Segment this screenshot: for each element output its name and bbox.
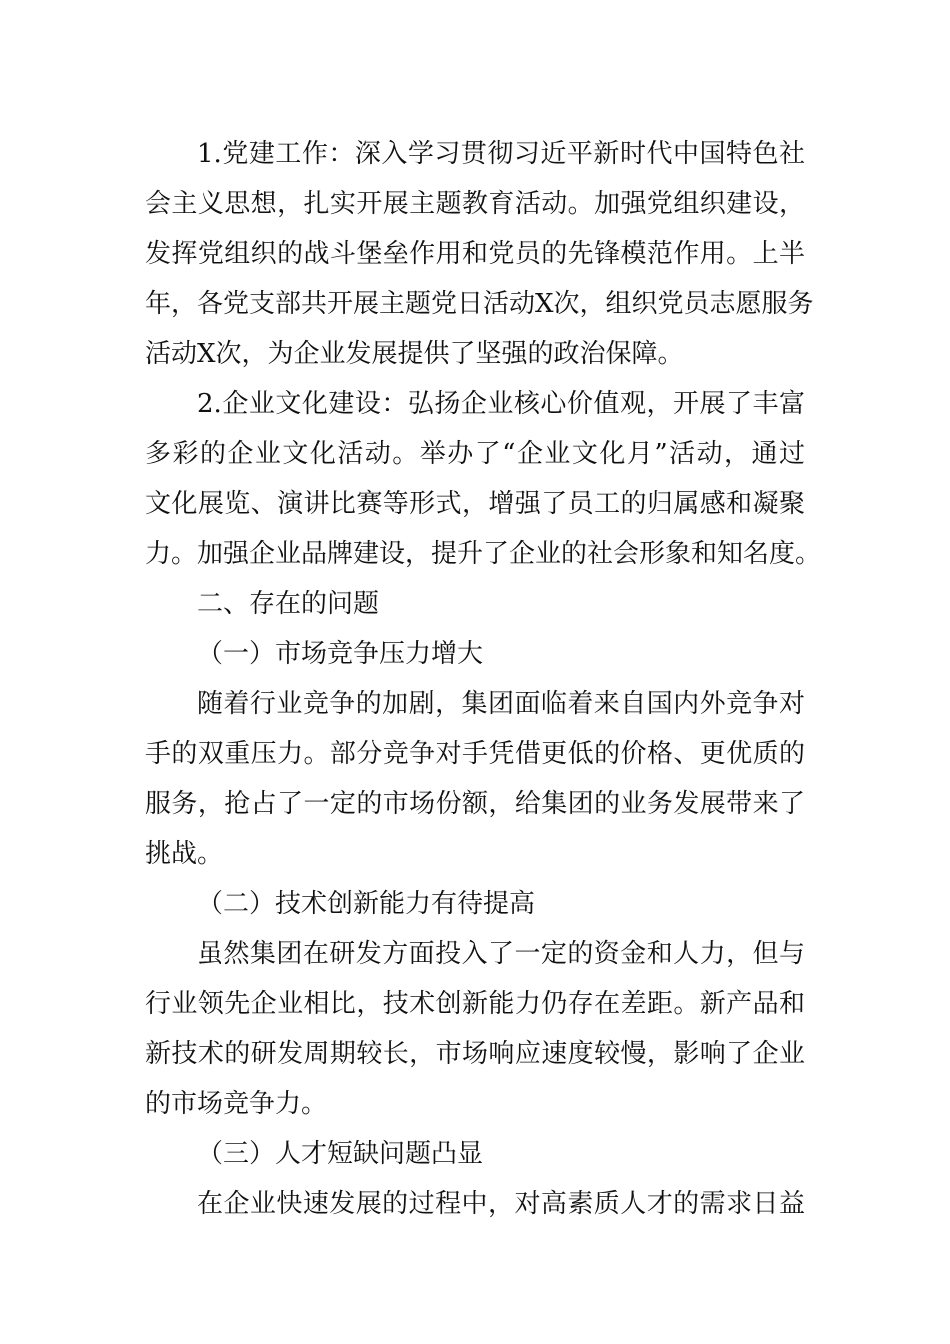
subsection-title: （二）技术创新能力有待提高	[197, 889, 536, 919]
text-line: 行业领先企业相比，技术创新能力仍存在差距。新产品和	[145, 989, 805, 1019]
text-line: 多彩的企业文化活动。举办了“企业文化月”活动，通过	[145, 439, 805, 469]
text-line: 的市场竞争力。	[145, 1089, 328, 1119]
text-line: 随着行业竞争的加剧，集团面临着来自国内外竞争对	[197, 689, 805, 719]
text-line: 文化展览、演讲比赛等形式，增强了员工的归属感和凝聚	[145, 489, 805, 519]
text-line: 手的双重压力。部分竞争对手凭借更低的价格、更优质的	[145, 739, 805, 769]
text-line: 会主义思想，扎实开展主题教育活动。加强党组织建设，	[145, 189, 805, 219]
text-line: 在企业快速发展的过程中，对高素质人才的需求日益	[197, 1189, 805, 1219]
section-heading: 二、存在的问题	[197, 589, 380, 619]
subsection-title: （一）市场竞争压力增大	[197, 639, 484, 669]
text-line: 发挥党组织的战斗堡垒作用和党员的先锋模范作用。上半	[145, 239, 805, 269]
text-line: 2.企业文化建设：弘扬企业核心价值观，开展了丰富	[197, 389, 805, 419]
text-line: 虽然集团在研发方面投入了一定的资金和人力，但与	[197, 939, 805, 969]
text-line: 力。加强企业品牌建设，提升了企业的社会形象和知名度。	[145, 539, 822, 569]
text-line: 年，各党支部共开展主题党日活动X次，组织党员志愿服务	[145, 289, 814, 319]
subsection-title: （三）人才短缺问题凸显	[197, 1139, 484, 1169]
text-line: 1.党建工作：深入学习贯彻习近平新时代中国特色社	[197, 139, 805, 169]
text-line: 服务，抢占了一定的市场份额，给集团的业务发展带来了	[145, 789, 805, 819]
text-line: 挑战。	[145, 839, 224, 869]
text-line: 活动X次，为企业发展提供了坚强的政治保障。	[145, 339, 684, 369]
text-line: 新技术的研发周期较长，市场响应速度较慢，影响了企业	[145, 1039, 805, 1069]
